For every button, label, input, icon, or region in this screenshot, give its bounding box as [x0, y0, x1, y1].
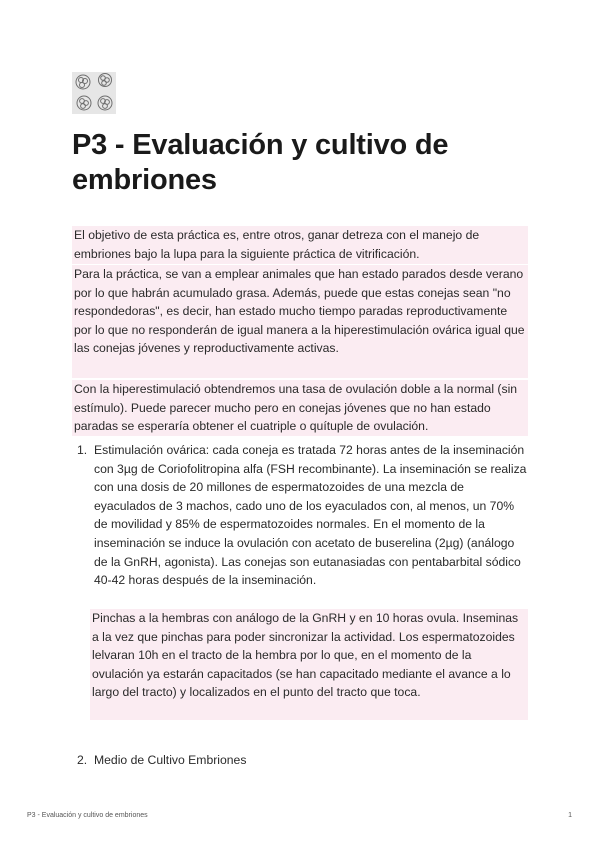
callout-hyperstimulation: Con la hiperestimulació obtendremos una tasa de ovulación doble a la normal (sin estímulo). Puede parecer mucho pero en conejas jóvenes que no han estado paradas se esperaría obtener el cuatriple o quítuple de ovulación. — [72, 380, 528, 436]
list-number: 2. — [77, 753, 88, 767]
list-number: 1. — [77, 443, 88, 457]
page-number: 1 — [568, 812, 572, 819]
list-item-text: Medio de Cultivo Embriones — [94, 753, 247, 767]
list-item-culture-medium — [72, 751, 528, 770]
callout-animals: Para la práctica, se van a emplear animales que han estado parados desde verano por lo que habrán acumulado grasa. Además, puede que estas conejas sean "no respondedoras", es decir, han estado mucho tiempo paradas reproductivamente por lo que no responderán de igual manera a la hiperestimulación ovárica igual que las conejas jóvenes y reproductivamente activas. — [72, 265, 528, 378]
page-footer — [27, 811, 572, 820]
list-item-text: Estimulación ovárica: cada coneja es tratada 72 horas antes de la inseminación con 3µg de Coriofolitropina alfa (FSH recombinante). La inseminación se realiza con una dosis de 20 millones de espermatozoides de una mezcla de eyaculados de 3 machos, cado uno de los eyaculados con, al menos, un 70% de movilidad y 85% de espermatozoides normales. En el momento de la inseminación se induce la ovulación con acetato de buserelina (2µg) (análogo de la GnRH, agonista). Las conejas son eutanasiadas con pentabarbital sódico 40-42 horas después de la inseminación. — [94, 443, 527, 588]
embryo-image-icon — [72, 72, 116, 114]
page-title: P3 - Evaluación y cultivo de embriones — [72, 129, 449, 196]
callout-objective: El objetivo de esta práctica es, entre otros, ganar detreza con el manejo de embriones bajo la lupa para la siguiente práctica de vitrificación. — [72, 226, 528, 264]
callout-gnrh-note: Pinchas a la hembras con análogo de la GnRH y en 10 horas ovula. Inseminas a la vez que pinchas para poder sincronizar la actividad. Los espermatozoides lelvaran 10h en el tracto de la hembra por lo que, en el momento de la ovulación ya estarán capacitados (se han capacitado mediante el avance a lo largo del tracto) y localizados en el punto del tracto que toca. — [90, 609, 528, 720]
footer-title: P3 - Evaluación y cultivo de embriones — [27, 812, 148, 819]
list-item-ovarian-stimulation — [72, 441, 528, 590]
